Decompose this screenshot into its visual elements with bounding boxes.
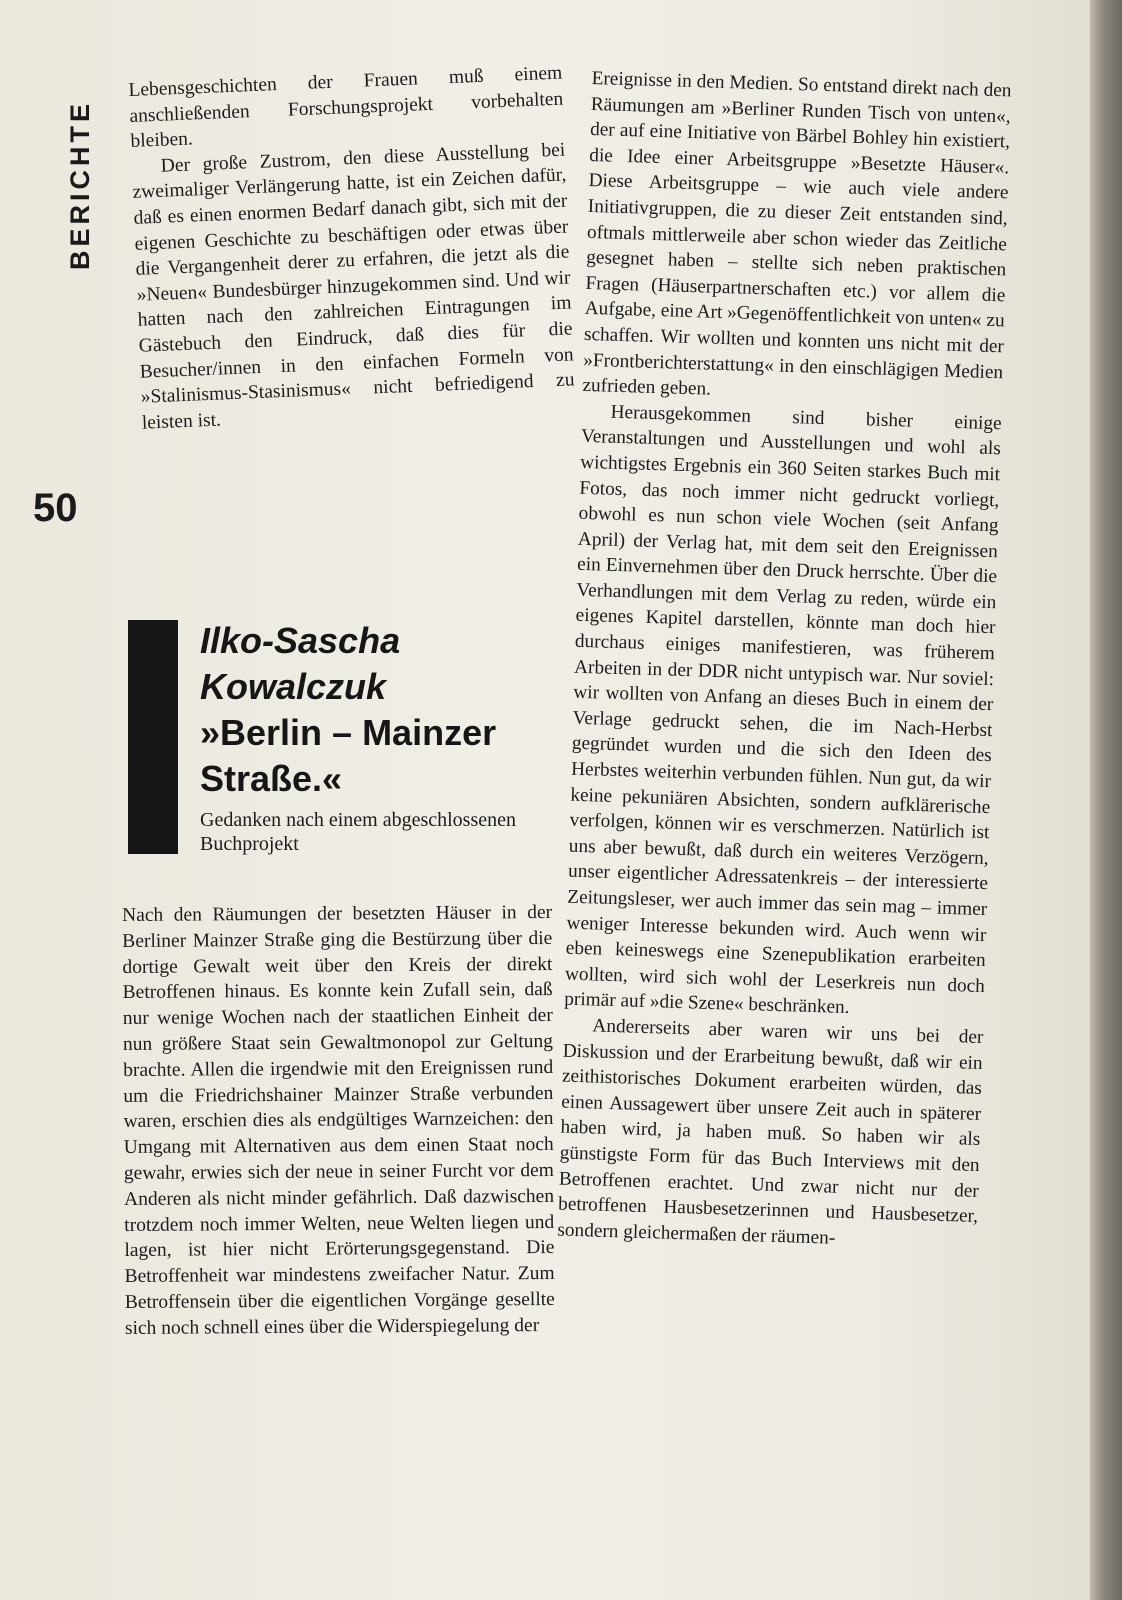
paragraph: Ereignisse in den Medien. So entstand direkt nach den Räumungen am »Berliner Runden Tisch von unten«, der auf eine Initiative von Bärbel Bohley hin existiert, die Idee einer Arbeitsgruppe »Besetzte Häuser«. Diese Arbeitsgruppe – wie auch viele andere Initiativgruppen, die zu dieser Zeit entstanden sind, oftmals mittlerweile aber schon wieder das Zeitliche gesegnet haben – stellte sich neben praktischen Fragen (Häuserpartnerschaften etc.) vor allem die Aufgabe, eine Art »Gegenöffentlichkeit von unten« zu schaffen. Wir wollten und konnten uns nicht mit der »Frontberichterstattung« in den einschlägigen Medien zufrieden geben.	[582, 67, 1012, 400]
article-body-right	[557, 66, 1012, 1255]
previous-article-text	[128, 61, 576, 436]
paragraph: Der große Zustrom, den diese Ausstellung bei zweimaliger Verlängerung hatte, ist ein Zeichen dafür, daß es einen enormen Bedarf danach gibt, sich mit der eigenen Geschichte zu beschäftigen oder etwas über die Vergangenheit derer zu erfahren, die jetzt als die »Neuen« Bundesbürger hinzugekommen sind. Und wir hatten nach den zahlreichen Eintragungen im Gästebuch den Eindruck, daß dies für die Besucher/innen in den einfachen Formeln von »Stalinismus-Stasinismus« nicht befriedigend zu leisten ist.	[132, 139, 575, 434]
paragraph: Nach den Räumungen der besetzten Häuser in der Berliner Mainzer Straße ging die Bestürzung über die dortige Gewalt weit über den Kreis der direkt Betroffenen hinaus. Es konnte kein Zufall sein, daß nur wenige Wochen nach der staatlichen Einheit der nun größere Staat sein Gewaltmonopol zur Geltung brachte. Allen die irgendwie mit den Ereignissen rund um die Friedrichshainer Mainzer Straße verbunden waren, erschien dies als endgültiges Warnzeichen: den Umgang mit Alternativen aus dem einen Staat noch gewahr, erwies sich der neue in seiner Furcht vor dem Anderen als nicht minder gefährlich. Daß dazwischen trotzdem noch immer Welten, neue Welten liegen und lagen, ist hier nicht Erörterungsgegenstand. Die Betroffenheit war mindestens zweifacher Natur. Zum Betroffensein über die eigentlichen Vorgänge gesellte sich noch schnell eines über die Widerspiegelung der	[122, 901, 555, 1339]
article-title: »Berlin – Mainzer Straße.«	[200, 712, 497, 799]
paragraph: Andererseits aber waren wir uns bei der Diskussion und der Erarbeitung bewußt, daß wir ein zeithistorisches Dokument erarbeiten würden, das einen Aussagewert über unsere Zeit auch in späterer haben wird, ja haben muß. So haben wir als günstigste Form für das Buch Interviews mit den Betroffenen erachtet. Und zwar nicht nur der betroffenen Hausbesetzerinnen und Hausbesetzer, sondern gleichermaßen der räumen-	[557, 1015, 984, 1249]
page-number: 50	[33, 486, 78, 530]
section-label: BERICHTE	[65, 99, 95, 270]
page-edge-shadow	[1090, 0, 1122, 1600]
paragraph: Herausgekommen sind bisher einige Veranstaltungen und Ausstellungen und wohl als wichtigstes Ergebnis ein 360 Seiten starkes Buch mit Fotos, das noch immer nicht gedruckt vorliegt, obwohl es nun schon viele Wochen (seit Anfang April) der Verlag hat, mit dem seit den Ereignissen ein Einvernehmen über den Druck herrschte. Über die Verhandlungen mit dem Verlag zu reden, würde ein eigenes Kapitel darstellen, könnte man doch hier durchaus einiges manifestieren, was früherem Arbeiten in der DDR nicht untypisch war. Nur soviel: wir wollten von Anfang an dieses Buch in einem der Verlage gedruckt sehen, die im Nach-Herbst gegründet wurden und die sich den Ideen des Herbstes weiterhin verbunden fühlen. Nun gut, da wir keine pekuniären Absichten, sondern aufklärerische verfolgen, können wir es verschmerzen. Natürlich ist uns aber bewußt, daß durch ein weiteres Verzögern, unser eigentlicher Adressatenkreis – der interessierte Zeitungsleser, wer auch immer das sein mag – immer weniger Interesse bekunden wird. Auch wenn wir eben keineswegs eine Szenepublikation erarbeiten wollten, wird sich wohl der Leserkreis nun doch primär auf »die Szene« beschränken.	[563, 401, 1002, 1019]
paragraph: Lebensgeschichten der Frauen muß einem anschließenden Forschungsprojekt vorbehalten bleiben.	[128, 62, 564, 153]
title-bar-decoration	[128, 620, 178, 854]
article-body-left	[122, 900, 555, 1342]
article-author: Ilko-Sascha Kowalczuk	[200, 620, 401, 707]
article-subtitle: Gedanken nach einem abgeschlossenen Buchprojekt	[200, 809, 516, 855]
